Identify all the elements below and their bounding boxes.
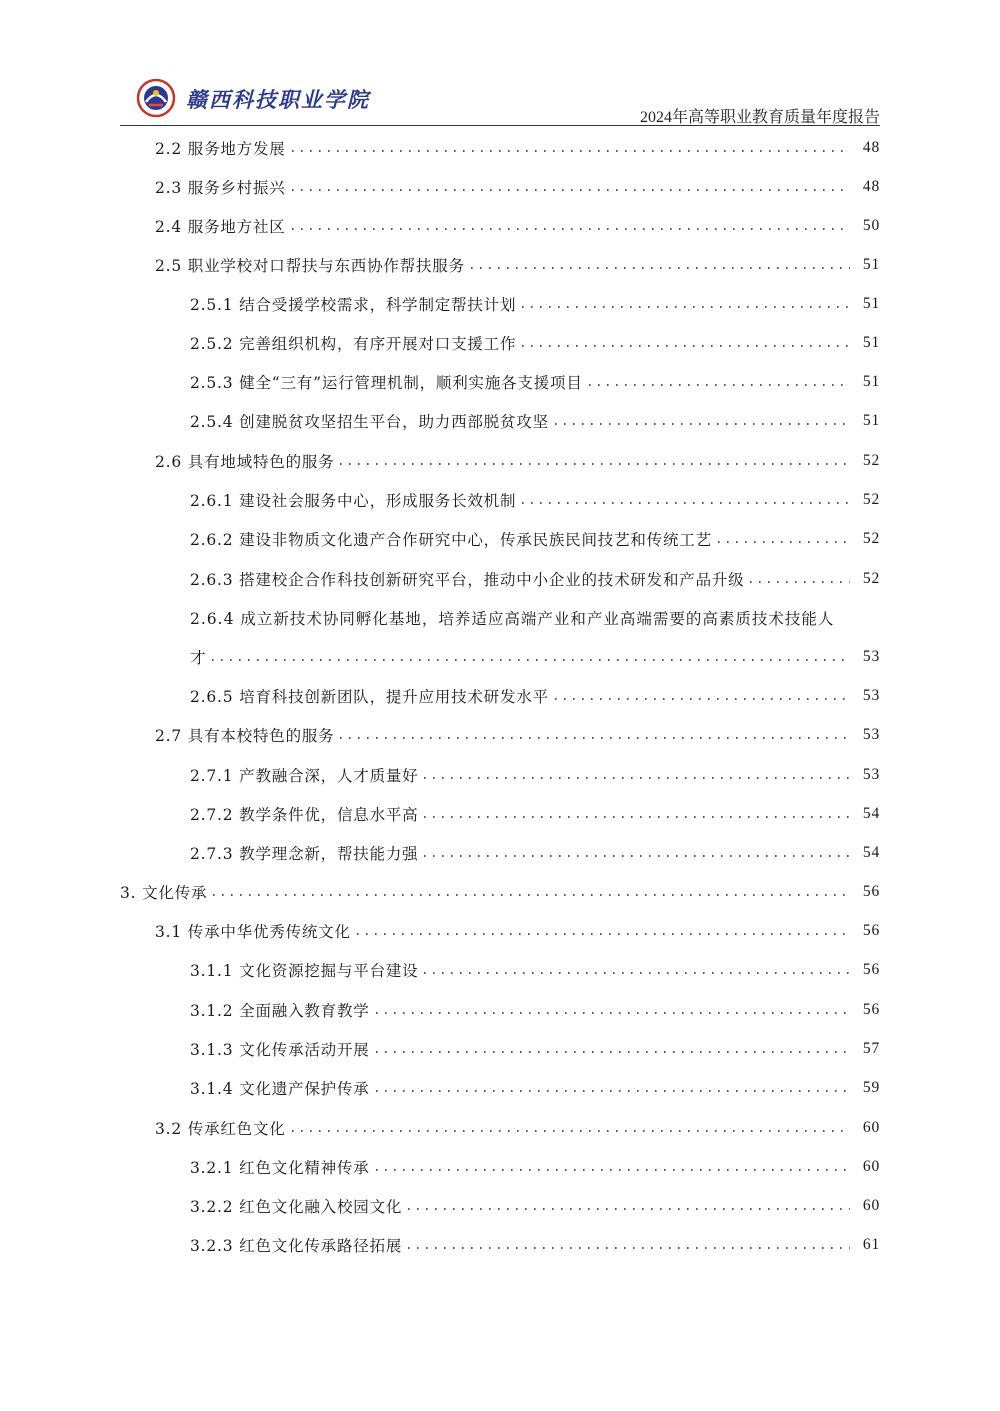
toc-entry[interactable]: 2.5 职业学校对口帮扶与东西协作帮扶服务 51	[155, 256, 880, 275]
leader-dots	[292, 149, 850, 153]
toc-page-number: 61	[862, 1236, 880, 1253]
toc-page-number: 50	[862, 217, 880, 234]
toc-page-number: 57	[862, 1040, 880, 1057]
toc-entry[interactable]: 2.6.3 搭建校企合作科技创新研究平台，推动中小企业的技术研发和产品升级 52	[190, 570, 880, 589]
leader-dots	[589, 383, 850, 387]
leader-dots	[376, 1011, 850, 1015]
toc-page-number: 51	[862, 373, 880, 390]
toc-entry[interactable]: 2.5.2 完善组织机构，有序开展对口支援工作 51	[190, 334, 880, 353]
leader-dots	[424, 854, 850, 858]
leader-dots	[718, 540, 850, 544]
leader-dots	[522, 305, 850, 309]
toc-entry[interactable]: 2.2 服务地方发展 48	[155, 139, 880, 158]
toc-entry[interactable]: 3.2 传承红色文化 60	[155, 1119, 880, 1138]
toc-page-number: 53	[862, 648, 880, 665]
toc-page-number: 52	[862, 530, 880, 547]
leader-dots	[340, 736, 850, 740]
leader-dots	[292, 1129, 850, 1133]
toc-page-number: 51	[862, 256, 880, 273]
toc-page-number: 54	[862, 844, 880, 861]
toc-entry[interactable]: 3.1.3 文化传承活动开展 57	[190, 1040, 880, 1059]
toc-page-number: 51	[862, 412, 880, 429]
leader-dots	[424, 776, 850, 780]
toc-entry[interactable]: 3.2.1 红色文化精神传承 60	[190, 1158, 880, 1177]
toc-page-number: 56	[862, 1001, 880, 1018]
toc-page-number: 60	[862, 1197, 880, 1214]
toc-entry-line1[interactable]: 2.6.4 成立新技术协同孵化基地，培养适应高端产业和产业高端需要的高素质技术技能人	[190, 610, 835, 628]
leader-dots	[408, 1246, 850, 1250]
toc-entry[interactable]: 3.1.4 文化遗产保护传承 59	[190, 1079, 880, 1098]
toc-entry[interactable]: 3.1 传承中华优秀传统文化 56	[155, 922, 880, 941]
toc-entry[interactable]: 3.1.1 文化资源挖掘与平台建设 56	[190, 961, 880, 980]
toc-page-number: 56	[862, 961, 880, 978]
toc-entry[interactable]: 2.6.5 培育科技创新团队，提升应用技术研发水平 53	[190, 687, 880, 706]
school-name: 赣西科技职业学院	[186, 87, 370, 112]
toc-page-number: 59	[862, 1079, 880, 1096]
toc-entry[interactable]: 2.5.1 结合受援学校需求，科学制定帮扶计划 51	[190, 295, 880, 314]
leader-dots	[376, 1089, 850, 1093]
toc-page-number: 51	[862, 295, 880, 312]
leader-dots	[471, 266, 850, 270]
toc-entry[interactable]: 3.1.2 全面融入教育教学 56	[190, 1001, 880, 1020]
toc-entry[interactable]: 2.6.2 建设非物质文化遗产合作研究中心，传承民族民间技艺和传统工艺 52	[190, 530, 880, 549]
leader-dots	[376, 1050, 850, 1054]
leader-dots	[555, 697, 850, 701]
leader-dots	[522, 501, 850, 505]
leader-dots	[408, 1207, 850, 1211]
toc-page-number: 48	[862, 178, 880, 195]
toc-page-number: 52	[862, 452, 880, 469]
toc-page-number: 52	[862, 570, 880, 587]
toc-entry[interactable]: 2.7.3 教学理念新，帮扶能力强 54	[190, 844, 880, 863]
toc-page-number: 54	[862, 805, 880, 822]
report-title: 2024年高等职业教育质量年度报告	[639, 109, 880, 126]
toc-entry[interactable]: 3.2.2 红色文化融入校园文化 60	[190, 1197, 880, 1216]
toc-entry-line2[interactable]: 才 53	[190, 648, 880, 667]
toc-entry[interactable]: 2.3 服务乡村振兴 48	[155, 178, 880, 197]
toc-entry[interactable]: 3. 文化传承 56	[120, 883, 880, 902]
toc-entry[interactable]: 2.7.2 教学条件优，信息水平高 54	[190, 805, 880, 824]
toc-page-number: 56	[862, 922, 880, 939]
toc-entry[interactable]: 2.7.1 产教融合深，人才质量好 53	[190, 766, 880, 785]
leader-dots	[212, 658, 850, 662]
toc-entry[interactable]: 2.5.4 创建脱贫攻坚招生平台，助力西部脱贫攻坚 51	[190, 412, 880, 431]
leader-dots	[424, 815, 850, 819]
leader-dots	[292, 227, 850, 231]
leader-dots	[424, 971, 850, 975]
toc-page-number: 52	[862, 491, 880, 508]
leader-dots	[376, 1168, 850, 1172]
toc-page-number: 53	[862, 687, 880, 704]
toc-page-number: 53	[862, 726, 880, 743]
leader-dots	[555, 422, 850, 426]
toc-entry[interactable]: 2.7 具有本校特色的服务 53	[155, 726, 880, 745]
leader-dots	[292, 188, 850, 192]
leader-dots	[357, 932, 850, 936]
toc-entry[interactable]: 2.5.3 健全“三有”运行管理机制，顺利实施各支援项目 51	[190, 373, 880, 392]
toc-entry[interactable]: 2.6 具有地域特色的服务 52	[155, 452, 880, 471]
toc-entry[interactable]: 2.4 服务地方社区 50	[155, 217, 880, 236]
toc-page-number: 53	[862, 766, 880, 783]
leader-dots	[522, 344, 850, 348]
toc-page-number: 60	[862, 1119, 880, 1136]
toc-page-number: 51	[862, 334, 880, 351]
toc-page-number: 48	[862, 139, 880, 156]
leader-dots	[213, 893, 850, 897]
toc-entry[interactable]: 3.2.3 红色文化传承路径拓展 61	[190, 1236, 880, 1255]
leader-dots	[750, 580, 850, 584]
toc-page-number: 60	[862, 1158, 880, 1175]
leader-dots	[340, 462, 850, 466]
toc-entry[interactable]: 2.6.1 建设社会服务中心，形成服务长效机制 52	[190, 491, 880, 510]
toc-page-number: 56	[862, 883, 880, 900]
